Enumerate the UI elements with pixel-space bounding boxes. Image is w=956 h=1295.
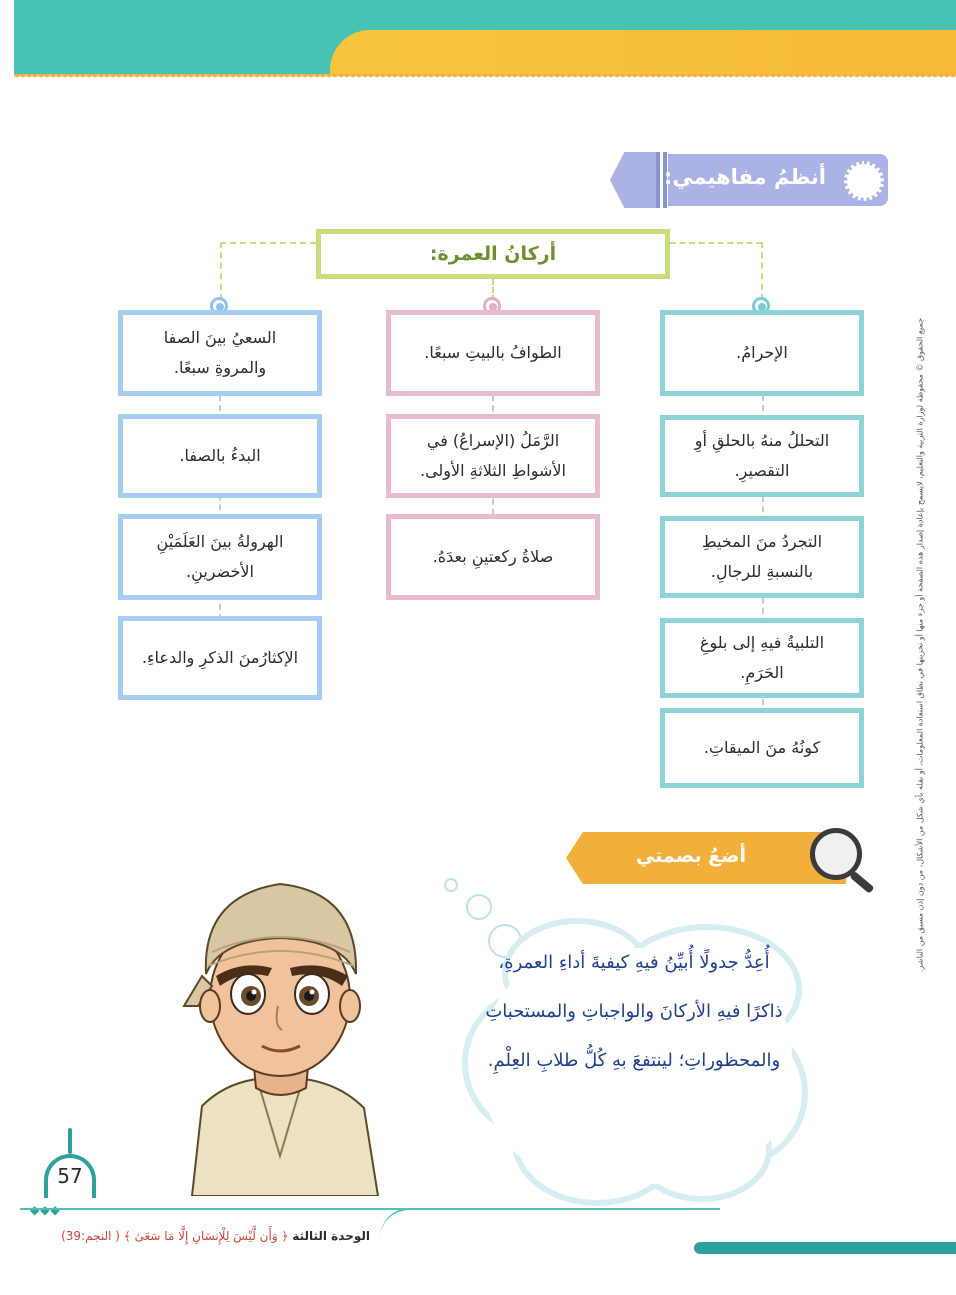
concept-card: البدءُ بالصفا. — [118, 414, 322, 498]
concept-card: الإحرامُ. — [660, 310, 864, 396]
thought-cloud — [462, 918, 810, 1208]
concepts-banner — [610, 152, 888, 208]
copyright-text: جميع الحقوق © محفوظة لوزارة التربية والتعليم، لايسمح بإعادة إصدار هذه الصفحة أو جزء منها أو تخزينها في نطاق استعادة المعلومات، أو نقله بأي شكل من الأشكال، من دون إذن مسبق من الناشر. — [915, 317, 925, 973]
footer-curve — [380, 1208, 720, 1248]
page-number: 57 — [57, 1164, 83, 1188]
footer-line — [20, 1208, 460, 1210]
concept-card: السعيُ بينَ الصفا والمروةِ سبعًا. — [118, 310, 322, 396]
concept-card: التحللُ منهُ بالحلقِ أوِ التقصيرِ. — [660, 415, 864, 497]
copyright-note — [912, 300, 928, 990]
connector-left-down — [220, 242, 222, 300]
root-box — [316, 229, 670, 279]
flower-icon — [844, 161, 884, 201]
unit-label: الوحدة الثالثة — [292, 1229, 370, 1243]
connector-right — [670, 242, 762, 244]
boy-illustration — [172, 856, 388, 1196]
magnifier-handle — [849, 871, 874, 894]
page-badge — [44, 1150, 96, 1196]
concept-card: صلاةُ ركعتينِ بعدَهُ. — [386, 514, 600, 600]
fingerprint-title: أضعُ بصمتي — [636, 845, 747, 867]
connector-right-down — [761, 242, 763, 300]
task-text: أُعِدُّ جدولًا أُبيِّنُ فيهِ كيفيةَ أداءِ العمرةِ، ذاكرًا فيهِ الأركانَ والواجباتِ والمستحباتِ والمحظوراتِ؛ لينتفعَ بهِ كُلُّ طلابِ العِلْمِ. — [485, 952, 783, 1071]
concept-card: كونُهُ منَ الميقاتِ. — [660, 708, 864, 788]
quran-verse: ﴿ وَأَن لَّيْسَ لِلْإِنسَانِ إِلَّا مَا سَعَىٰ ﴾ ( النجم:39) — [61, 1229, 289, 1243]
concept-card: الهرولةُ بينَ العَلَمَيْنِ الأخضرينِ. — [118, 514, 322, 600]
concept-card: التلبيةُ فيهِ إلى بلوغِ الحَرَمِ. — [660, 618, 864, 698]
concept-card: الرَّمَلُ (الإسراعُ) في الأشواطِ الثلاثةِ الأولى. — [386, 414, 600, 498]
footer-bar — [694, 1242, 956, 1254]
connector-left — [220, 242, 316, 244]
badge-spire — [68, 1128, 72, 1154]
header-banner-yellow — [330, 30, 956, 75]
decorative-dots: ◆◆◆ — [30, 1203, 61, 1217]
concept-card: الإكثارُمنَ الذكرِ والدعاءِ. — [118, 616, 322, 700]
concept-card: التجردُ منَ المخيطِ بالنسبةِ للرجالِ. — [660, 516, 864, 598]
banner-tail — [610, 152, 658, 208]
header-wave-border — [14, 74, 956, 80]
concept-card: الطوافُ بالبيتِ سبعًا. — [386, 310, 600, 396]
thought-bubble — [466, 894, 492, 920]
section-title: أنظمُ مفاهيمي: — [663, 165, 826, 189]
root-title: أركانُ العمرة: — [429, 243, 557, 265]
footer-caption — [40, 1229, 370, 1243]
fingerprint-banner — [566, 828, 884, 888]
thought-bubble — [444, 878, 458, 892]
banner-stripe — [656, 152, 660, 208]
